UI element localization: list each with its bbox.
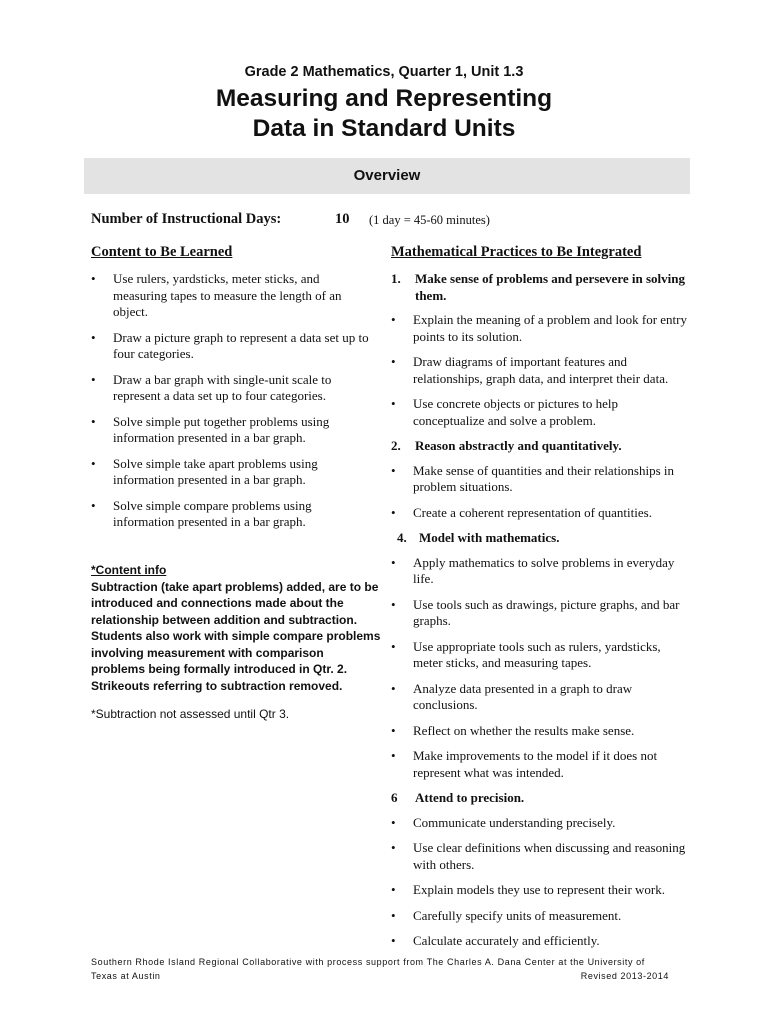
content-column — [91, 244, 376, 540]
practice-heading-2 — [391, 438, 691, 455]
list-item: • Calculate accurately and efficiently. — [391, 933, 691, 950]
list-item: • Solve simple put together problems using information presented in a bar graph. — [91, 414, 376, 447]
list-item: • Make sense of quantities and their relationships in problem situations. — [391, 463, 691, 496]
footer-line-1: Southern Rhode Island Regional Collaborative with process support from The Charles A. Dana Center at the University of — [91, 957, 645, 967]
list-item: • Explain models they use to represent their work. — [391, 882, 691, 899]
practice-number: 4. — [397, 530, 407, 545]
list-item: • Create a coherent representation of quantities. — [391, 505, 691, 522]
content-info-heading: *Content info — [91, 563, 167, 577]
footer-institution: Texas at Austin — [91, 971, 161, 981]
list-item: • Explain the meaning of a problem and look for entry points to its solution. — [391, 312, 691, 345]
list-item: • Make improvements to the model if it does not represent what was intended. — [391, 748, 691, 781]
practice-heading-4 — [391, 530, 691, 547]
instructional-days-row — [91, 211, 490, 228]
practice-title: Make sense of problems and persevere in solving them. — [415, 271, 685, 303]
title-line-1: Measuring and Representing — [215, 85, 553, 112]
practice-title: Attend to precision. — [415, 790, 525, 805]
list-item: • Reflect on whether the results make sense. — [391, 723, 691, 740]
content-info-text: Subtraction (take apart problems) added, are to be introduced and connections made about the relationship between addition and subtraction. Students also work with simple compare problems involving measurement with comparison problems being formally introduced in Qtr. 2. — [91, 579, 381, 676]
content-info-block — [91, 562, 381, 723]
title-line-2: Data in Standard Units — [252, 115, 516, 142]
list-item: • Draw a picture graph to represent a data set up to four categories. — [91, 330, 376, 363]
page-footer — [91, 955, 669, 983]
list-item: • Use tools such as drawings, picture graphs, and bar graphs. — [391, 597, 691, 630]
footer-line-2 — [91, 969, 669, 983]
page-title — [0, 84, 768, 144]
list-item: • Analyze data presented in a graph to draw conclusions. — [391, 681, 691, 714]
list-item: • Solve simple take apart problems using information presented in a bar graph. — [91, 456, 376, 489]
content-info-strikeout-note: Strikeouts referring to subtraction removed. — [91, 678, 343, 693]
list-item: • Apply mathematics to solve problems in everyday life. — [391, 555, 691, 588]
practice-heading-6 — [391, 790, 691, 807]
practice-number: 2. — [391, 438, 401, 453]
list-item: • Solve simple compare problems using information presented in a bar graph. — [91, 498, 376, 531]
list-item: • Use rulers, yardsticks, meter sticks, and measuring tapes to measure the length of an object. — [91, 271, 376, 321]
unit-subtitle: Grade 2 Mathematics, Quarter 1, Unit 1.3 — [244, 64, 524, 80]
practice-number: 1. — [391, 271, 401, 286]
practice-title: Reason abstractly and quantitatively. — [415, 438, 622, 453]
practices-column — [391, 244, 691, 959]
practice-title: Model with mathematics. — [419, 530, 560, 545]
practice-list-4 — [391, 555, 691, 782]
instructional-days-label: Number of Instructional Days: — [91, 211, 282, 227]
list-item: • Use appropriate tools such as rulers, yardsticks, meter sticks, and measuring tapes. — [391, 639, 691, 672]
list-item: • Carefully specify units of measurement. — [391, 908, 691, 925]
overview-bar: Overview — [84, 158, 690, 194]
content-info-note: *Subtraction not assessed until Qtr 3. — [91, 707, 290, 721]
list-item: • Draw diagrams of important features and relationships, graph data, and interpret their data. — [391, 354, 691, 387]
list-item: • Use clear definitions when discussing and reasoning with others. — [391, 840, 691, 873]
instructional-days-value: 10 — [335, 211, 350, 227]
instructional-days-note: (1 day = 45-60 minutes) — [369, 213, 490, 227]
practices-heading: Mathematical Practices to Be Integrated — [391, 244, 642, 260]
practice-heading-1 — [391, 271, 691, 304]
content-list — [91, 271, 376, 531]
list-item: • Use concrete objects or pictures to help conceptualize and solve a problem. — [391, 396, 691, 429]
content-heading: Content to Be Learned — [91, 244, 233, 260]
practice-list-6 — [391, 815, 691, 950]
list-item: • Draw a bar graph with single-unit scale to represent a data set up to four categories. — [91, 372, 376, 405]
practice-number: 6 — [391, 790, 398, 805]
list-item: • Communicate understanding precisely. — [391, 815, 691, 832]
footer-revision: Revised 2013-2014 — [580, 971, 669, 981]
practice-list-1 — [391, 312, 691, 429]
practice-list-2 — [391, 463, 691, 522]
